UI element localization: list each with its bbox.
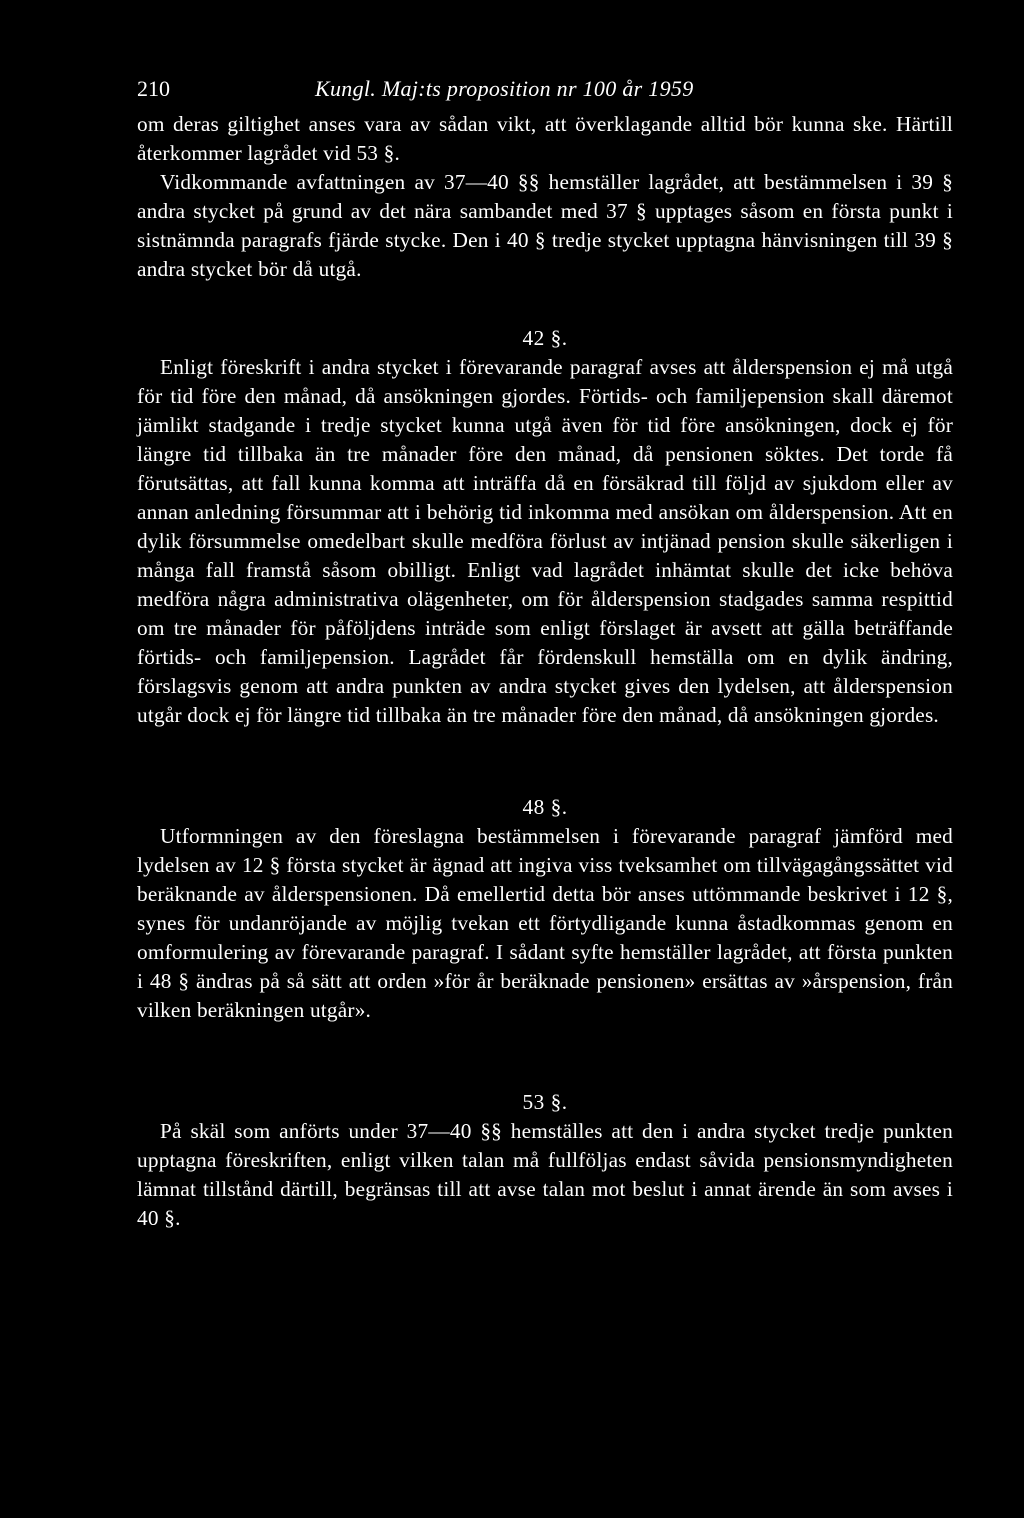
paragraph: Vidkommande avfattningen av 37—40 §§ hemställer lagrådet, att bestämmelsen i 39 § andra stycket på grund av det nära sambandet med 37 § upptages såsom en första punkt i sistnämnda paragrafs fjärde stycke. Den i 40 § tredje stycket upptagna hänvisningen till 39 § andra stycket bör då utgå. (137, 170, 953, 281)
document-page (137, 76, 953, 1233)
opening-text (137, 110, 953, 284)
paragraph: Enligt föreskrift i andra stycket i förevarande paragraf avses att ålderspension ej må utgå för tid före den månad, då ansökningen gjordes. Förtids- och familjepension skall däremot jämlikt stadgande i tredje stycket kunna utgå även för tid före ansökningen, dock ej för längre tid tillbaka än tre månader före den månad, då pensionen söktes. Det torde få förutsättas, att fall kunna komma att inträffa då en försäkrad till följd av sjukdom eller av annan anledning försummar att i behörig tid inkomma med ansökan om ålderspension. Att en dylik försummelse omedelbart skulle medföra förlust av intjänad pension skulle säkerligen i många fall framstå såsom obilligt. Enligt vad lagrådet inhämtat skulle det icke behöva medföra några administrativa olägenheter, om för ålderspension stadgades samma respittid om tre månader för påföljdens inträde som enligt förslaget är avsett att gälla beträffande förtids- och familjepension. Lagrådet får fördenskull hemställa om en dylik ändring, förslagsvis genom att andra punkten av andra stycket gives den lydelsen, att ålderspension utgår dock ej för längre tid tillbaka än tre månader före den månad, då ansökningen gjordes. (137, 355, 953, 727)
section-53 (137, 1088, 953, 1233)
section-42 (137, 324, 953, 730)
page-number: 210 (137, 76, 170, 101)
section-heading: 42 §. (522, 326, 568, 350)
paragraph: om deras giltighet anses vara av sådan vikt, att överklagande alltid bör kunna ske. Härtill återkommer lagrådet vid 53 §. (137, 112, 953, 165)
section-heading: 48 §. (522, 795, 568, 819)
running-title: Kungl. Maj:ts proposition nr 100 år 1959 (315, 76, 694, 101)
page-header (137, 76, 953, 110)
section-48 (137, 793, 953, 1025)
paragraph: På skäl som anförts under 37—40 §§ hemställes att den i andra stycket tredje punkten upptagna föreskriften, enligt vilken talan må fullföljas endast såvida pensionsmyndigheten lämnat tillstånd därtill, begränsas till att avse talan mot beslut i annat ärende än som avses i 40 §. (137, 1119, 953, 1230)
paragraph: Utformningen av den föreslagna bestämmelsen i förevarande paragraf jämförd med lydelsen av 12 § första stycket är ägnad att ingiva viss tveksamhet om tillvägagångssättet vid beräknande av ålderspensionen. Då emellertid detta bör anses uttömmande beskrivet i 12 §, synes för undanröjande av möjlig tvekan ett förtydligande kunna åstadkommas genom en omformulering av förevarande paragraf. I sådant syfte hemställer lagrådet, att första punkten i 48 § ändras på så sätt att orden »för år beräknade pensionen» ersättas av »årspension, från vilken beräkningen utgår». (137, 824, 953, 1022)
section-heading: 53 §. (522, 1090, 568, 1114)
